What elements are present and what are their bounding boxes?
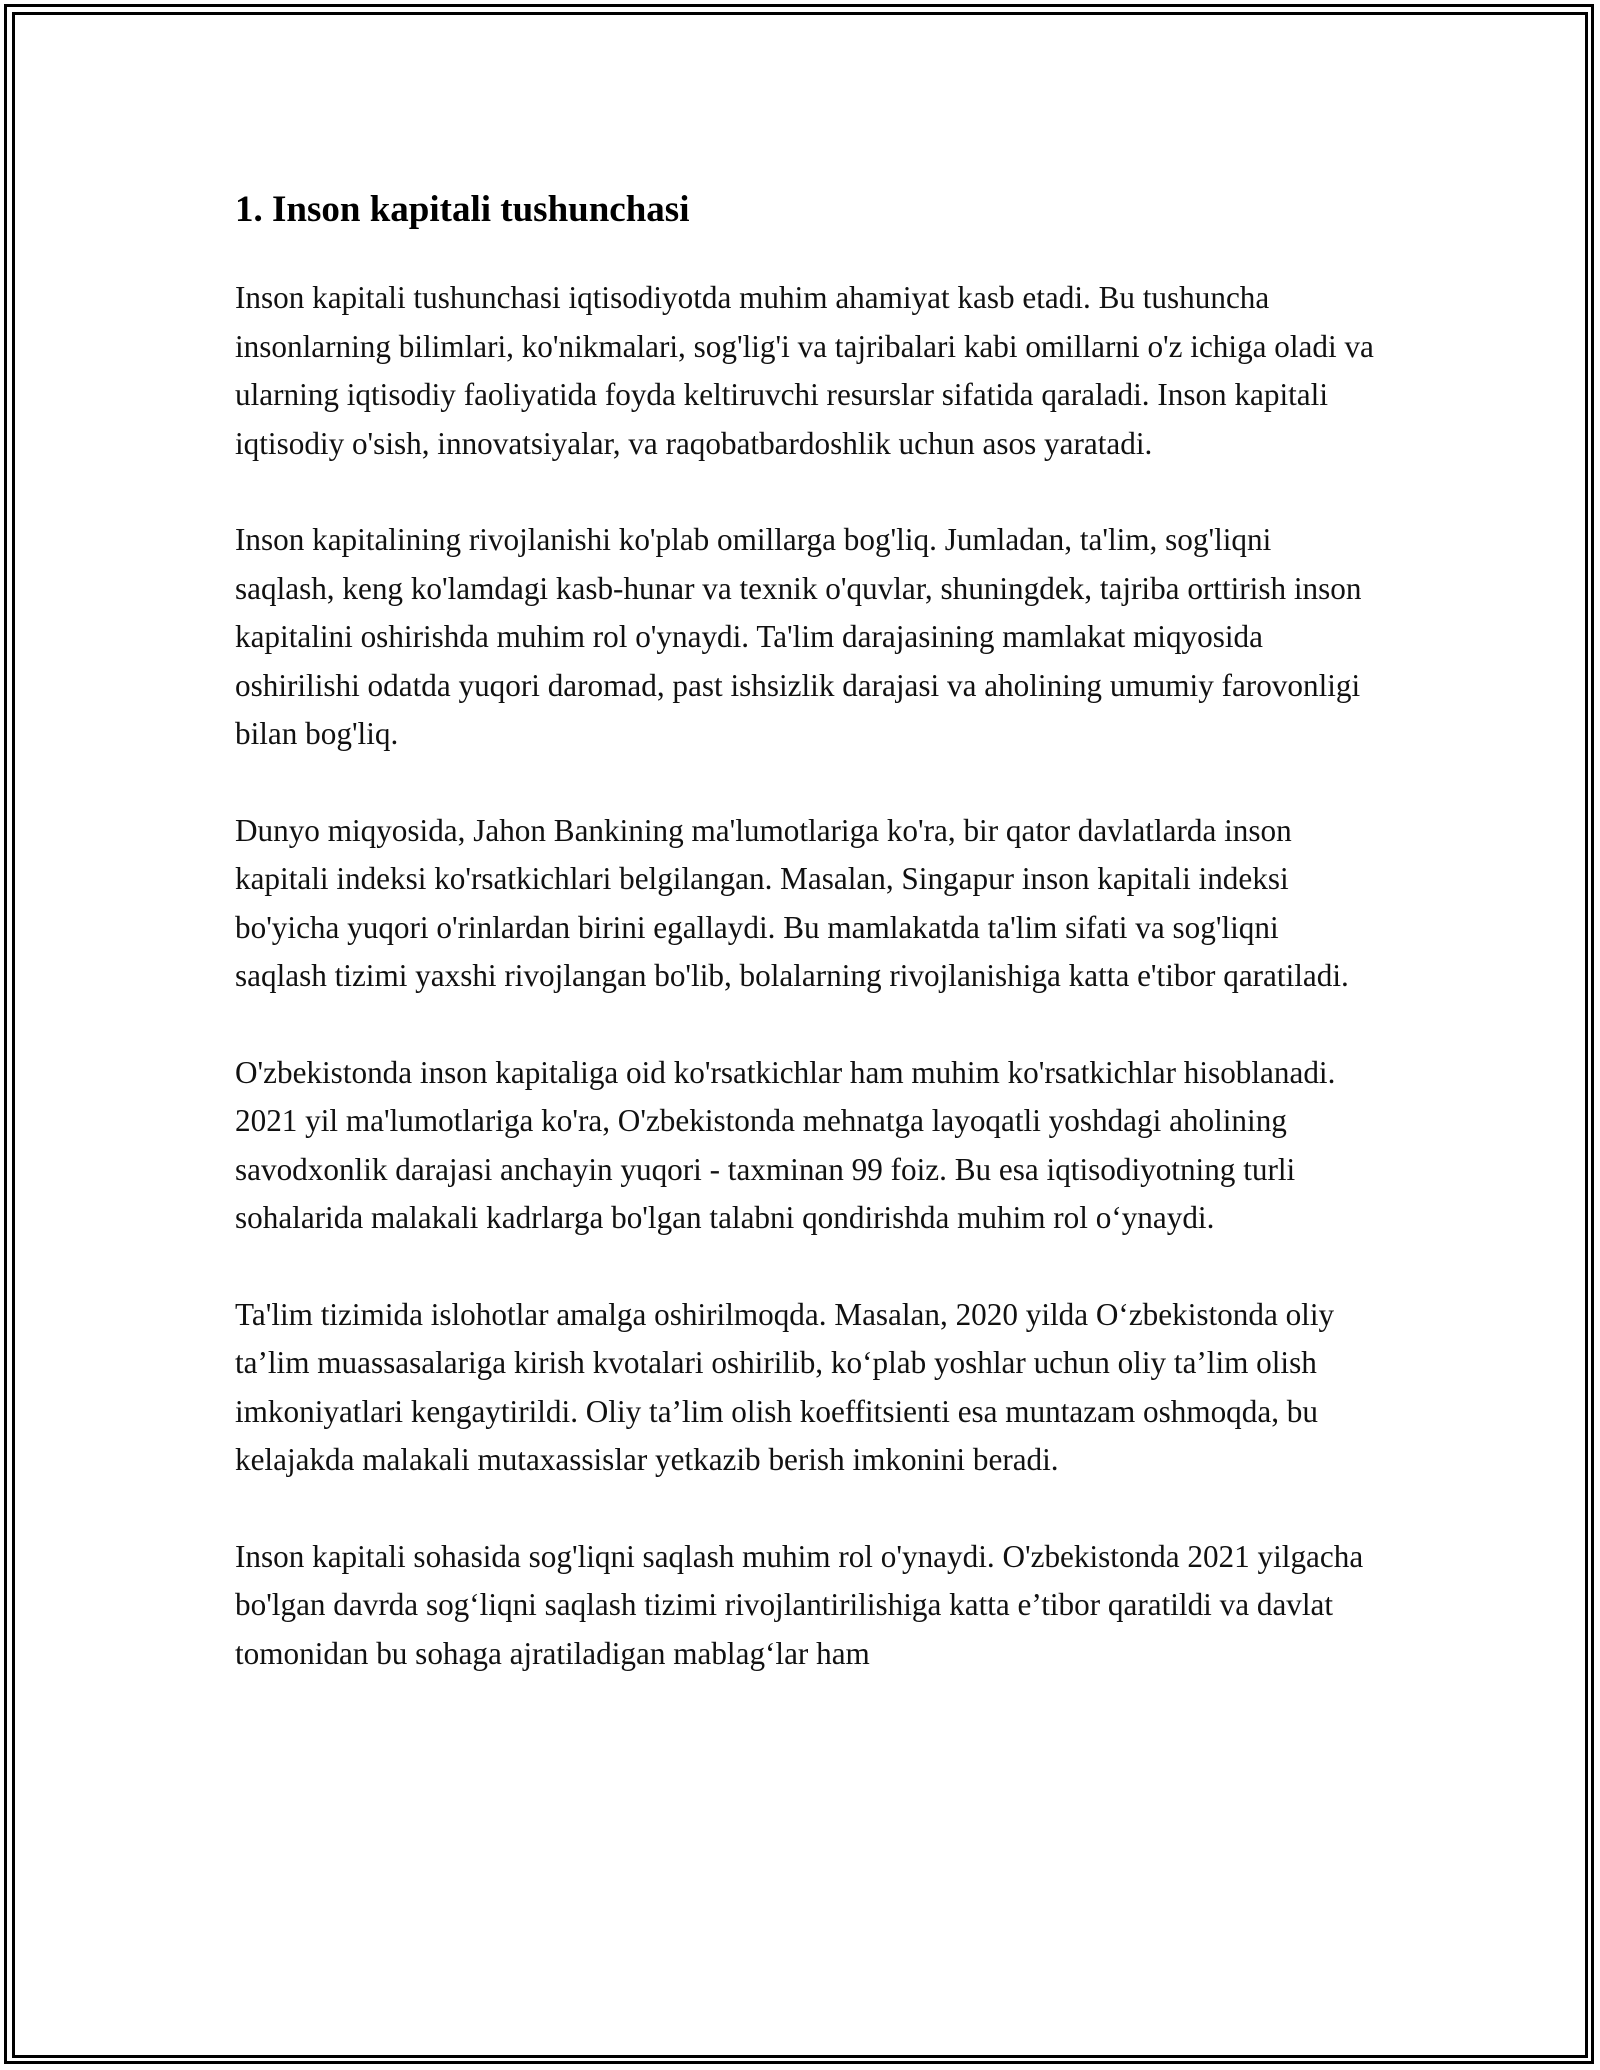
paragraph-healthcare-role: Inson kapitali sohasida sog'liqni saqlash muhim rol o'ynaydi. O'zbekistonda 2021 yilgacha bo'lgan davrda sog‘liqni saqlash tizimi rivojlantirilishiga katta e’tibor qaratildi va davlat tomonidan bu sohaga ajratiladigan mablag‘lar ham	[235, 1538, 1364, 1671]
paragraph-world-bank-index: Dunyo miqyosida, Jahon Bankining ma'lumotlariga ko'ra, bir qator davlatlarda inson kapitali indeksi ko'rsatkichlari belgilangan. Masalan, Singapur inson kapitali indeksi bo'yicha yuqori o'rinlardan birini egallaydi. Bu mamlakatda ta'lim sifati va sog'liqni saqlash tizimi yaxshi rivojlangan bo'lib, bolalarning rivojlanishiga katta e'tibor qaratiladi.	[235, 812, 1349, 993]
paragraph-human-capital-definition: Inson kapitali tushunchasi iqtisodiyotda muhim ahamiyat kasb etadi. Bu tushuncha insonlarning bilimlari, ko'nikmalari, sog'lig'i va tajribalari kabi omillarni o'z ichiga oladi va ularning iqtisodiy faoliyatida foyda keltiruvchi resurslar sifatida qaraladi. Inson kapitali iqtisodiy o'sish, innovatsiyalar, va raqobatbardoshlik uchun asos yaratadi.	[235, 280, 1374, 461]
paragraph-uzbekistan-indicators: O'zbekistonda inson kapitaliga oid ko'rsatkichlar ham muhim ko'rsatkichlar hisoblanadi. 2021 yil ma'lumotlariga ko'ra, O'zbekistonda mehnatga layoqatli yoshdagi aholining savodxonlik darajasi anchayin yuqori - taxminan 99 foiz. Bu esa iqtisodiyotning turli sohalarida malakali kadrlarga bo'lgan talabni qondirishda muhim rol o‘ynaydi.	[235, 1054, 1336, 1235]
document-page	[235, 186, 1375, 1726]
section-title: 1. Inson kapitali tushunchasi	[235, 189, 690, 230]
paragraph-education-reforms: Ta'lim tizimida islohotlar amalga oshirilmoqda. Masalan, 2020 yilda O‘zbekistonda oliy ta’lim muassasalariga kirish kvotalari oshirilib, ko‘plab yoshlar uchun oliy ta’lim olish imkoniyatlari kengaytirildi. Oliy ta’lim olish koeffitsienti esa muntazam oshmoqda, bu kelajakda malakali mutaxassislar yetkazib berish imkonini beradi.	[235, 1296, 1335, 1477]
paragraph-human-capital-development: Inson kapitalining rivojlanishi ko'plab omillarga bog'liq. Jumladan, ta'lim, sog'liqni saqlash, keng ko'lamdagi kasb-hunar va texnik o'quvlar, shuningdek, tajriba orttirish inson kapitalini oshirishda muhim rol o'ynaydi. Ta'lim darajasining mamlakat miqyosida oshirilishi odatda yuqori daromad, past ishsizlik darajasi va aholining umumiy farovonligi bilan bog'liq.	[235, 522, 1362, 751]
